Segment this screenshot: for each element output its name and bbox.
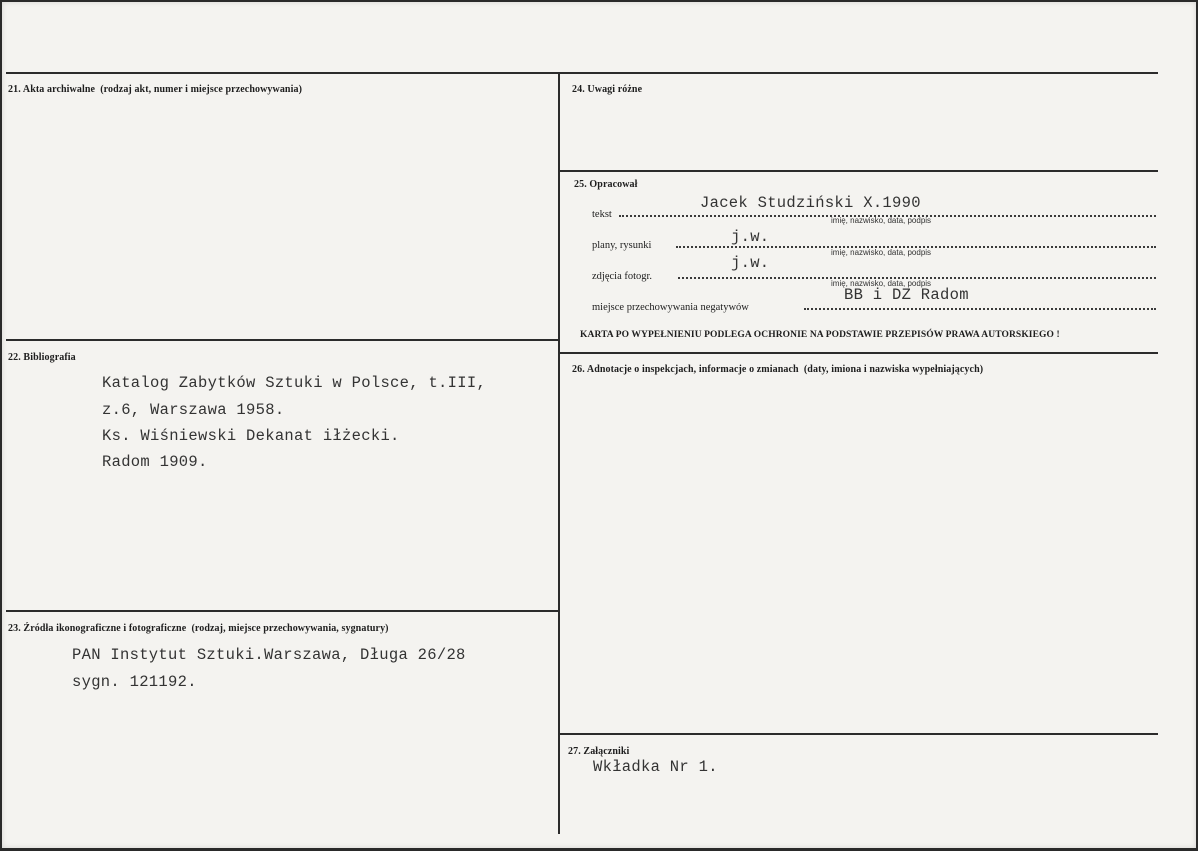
plans-hint: imię, nazwisko, data, podpis [831, 248, 932, 257]
iconography-line-2: sygn. 121192. [72, 673, 197, 691]
section-23-number: 23. [8, 623, 21, 634]
negatives-location-value: BB i DZ Radom [844, 286, 969, 304]
section-26-number: 26. [572, 364, 585, 375]
bibliography-line-4: Radom 1909. [102, 453, 208, 471]
section-23-title: Źródła ikonograficzne i fotograficzne [23, 623, 187, 634]
plans-label: plany, rysunki [592, 240, 652, 251]
section-21-subtitle: (rodzaj akt, numer i miejsce przechowywania) [100, 84, 303, 95]
iconography-line-1: PAN Instytut Sztuki.Warszawa, Długa 26/28 [72, 646, 466, 664]
section-27-number: 27. [568, 746, 581, 757]
attachments-value: Wkładka Nr 1. [593, 758, 718, 776]
section-25-label [574, 179, 638, 190]
top-rule [6, 72, 1158, 74]
photos-value: j.w. [731, 254, 770, 272]
photos-label: zdjęcia fotogr. [592, 271, 653, 282]
rule-right-27 [559, 733, 1158, 735]
rule-right-26 [559, 352, 1158, 354]
section-27-title: Załączniki [583, 746, 630, 757]
bibliography-line-3: Ks. Wiśniewski Dekanat iłżecki. [102, 427, 400, 445]
section-22-title: Bibliografia [23, 352, 76, 363]
section-22-label [8, 352, 76, 363]
author-text-label: tekst [592, 209, 612, 220]
bibliography-line-2: z.6, Warszawa 1958. [102, 401, 285, 419]
section-24-label [572, 84, 642, 95]
author-text-hint: imię, nazwisko, data, podpis [831, 216, 932, 225]
section-27-label [568, 746, 629, 757]
section-24-number: 24. [572, 84, 585, 95]
section-23-label [8, 623, 389, 634]
rule-left-23 [6, 610, 559, 612]
center-divider [558, 72, 560, 834]
section-24-title: Uwagi różne [587, 84, 643, 95]
section-21-number: 21. [8, 84, 21, 95]
section-26-subtitle: (daty, imiona i nazwiska wypełniających) [803, 364, 984, 375]
section-25-number: 25. [574, 179, 587, 190]
section-22-number: 22. [8, 352, 21, 363]
record-card [2, 2, 1196, 848]
plans-value: j.w. [731, 228, 770, 246]
section-25-title: Opracował [589, 179, 638, 190]
copyright-warning: KARTA PO WYPEŁNIENIU PODLEGA OCHRONIE NA PODSTAWIE PRZEPISÓW PRAWA AUTORSKIEGO ! [580, 330, 1060, 340]
section-23-subtitle: (rodzaj, miejsce przechowywania, sygnatury) [191, 623, 389, 634]
negatives-location-label: miejsce przechowywania negatywów [592, 302, 749, 313]
section-21-title: Akta archiwalne [22, 84, 96, 95]
rule-left-22 [6, 339, 559, 341]
section-21-label [8, 84, 302, 95]
section-26-title: Adnotacje o inspekcjach, informacje o zmianach [586, 364, 799, 375]
bibliography-line-1: Katalog Zabytków Sztuki w Polsce, t.III, [102, 374, 487, 392]
negatives-location-dotted-line [804, 308, 1156, 310]
photos-hint: imię, nazwisko, data, podpis [831, 279, 932, 288]
rule-right-25 [559, 170, 1158, 172]
section-26-label [572, 364, 983, 375]
author-text-value: Jacek Studziński X.1990 [700, 194, 921, 212]
